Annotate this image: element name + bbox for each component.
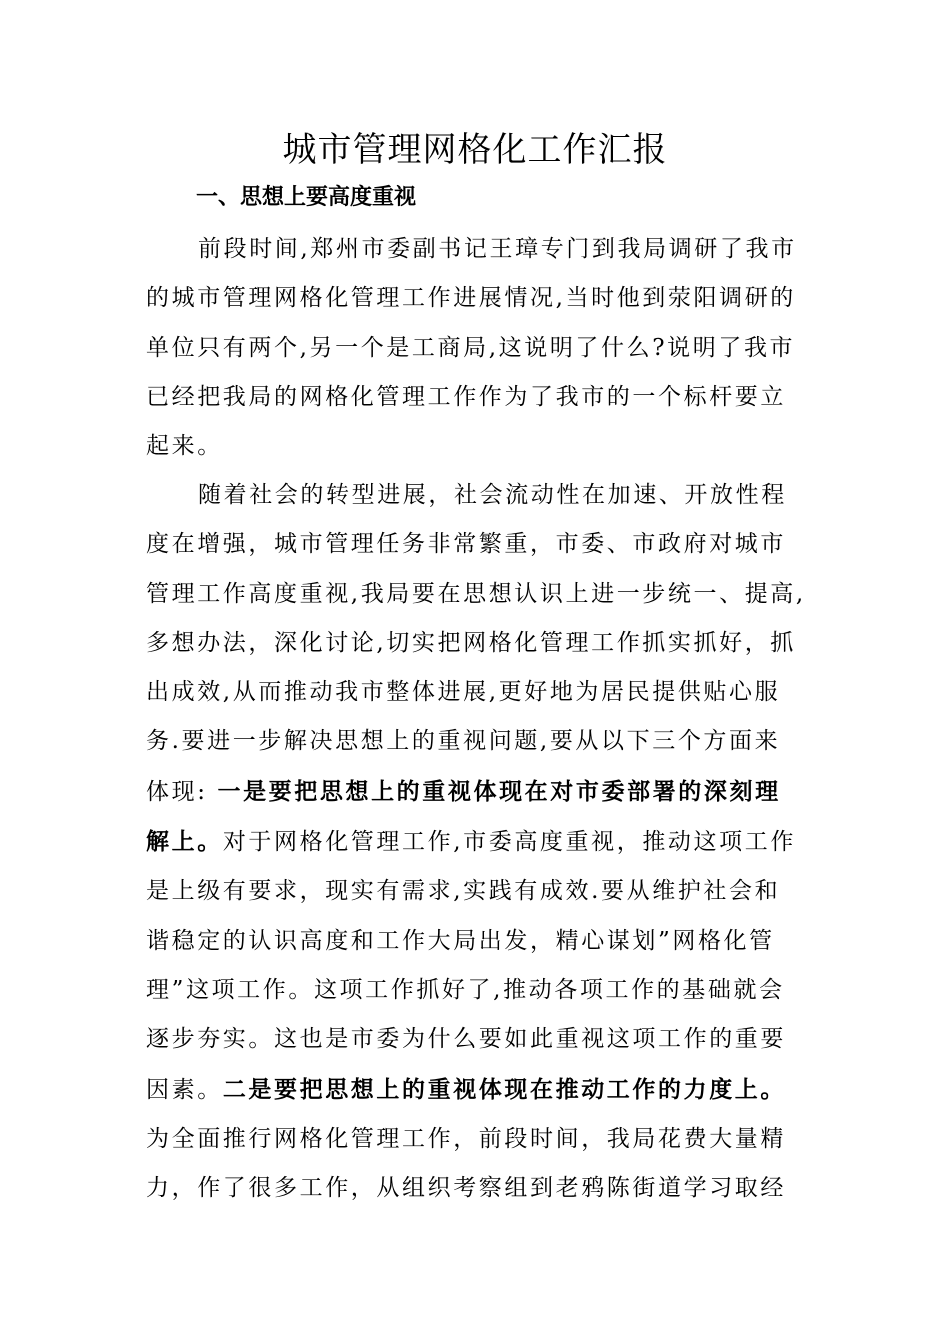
paragraph-1-line: 起来。 [146,433,223,460]
paragraph-2-line: 是上级有要求，现实有需求,实践有成效.要从维护社会和 [146,878,781,905]
paragraph-1-line: 的城市管理网格化管理工作进展情况,当时他到荥阳调研的 [146,285,796,312]
document-title: 城市管理网格化工作汇报 [282,130,668,170]
paragraph-2-line: 管理工作高度重视,我局要在思想认识上进一步统一、提高, [146,580,806,607]
emphasis-point-one-end: 解上。 [146,828,223,856]
paragraph-2-line [146,1065,811,1115]
paragraph-2-line: 度在增强，城市管理任务非常繁重，市委、市政府对城市 [146,531,786,558]
paragraph-2-line: 逐步夯实。这也是市委为什么要如此重视这项工作的重要 [146,1026,786,1053]
section-heading: 一、思想上要高度重视 [196,185,417,210]
plain-text: 对于网格化管理工作,市委高度重视，推动这项工作 [222,829,796,856]
paragraph-2-line: 理”这项工作。这项工作抓好了,推动各项工作的基础就会 [146,976,785,1003]
emphasis-point-two: 二是要把思想上的重视体现在推动工作的力度上。 [222,1075,787,1103]
paragraph-2-line: 多想办法，深化讨论,切实把网格化管理工作抓实抓好，抓 [146,629,796,656]
plain-text: 体现: [146,778,218,805]
paragraph-2-line [146,817,811,867]
paragraph-1-line: 已经把我局的网格化管理工作作为了我市的一个标杆要立 [146,383,786,410]
paragraph-2-line [146,767,811,817]
paragraph-2-line: 务.要进一步解决思想上的重视问题,要从以下三个方面来 [146,728,781,755]
paragraph-2-line: 出成效,从而推动我市整体进展,更好地为居民提供贴心服 [146,679,781,706]
paragraph-2-line: 为全面推行网格化管理工作，前段时间，我局花费大量精 [146,1125,786,1152]
paragraph-2 [146,471,811,1213]
paragraph-2-line: 力，作了很多工作，从组织考察组到老鸦陈街道学习取经 [146,1175,786,1202]
paragraph-1-line: 单位只有两个,另一个是工商局,这说明了什么?说明了我市 [146,334,796,361]
paragraph-2-line: 谐稳定的认识高度和工作大局出发，精心谋划”网格化管 [146,927,775,954]
plain-text: 因素。 [146,1076,223,1103]
paragraph-1-line: 前段时间,郑州市委副书记王璋专门到我局调研了我市 [198,236,797,262]
paragraph-1 [146,225,811,471]
emphasis-point-one: 一是要把思想上的重视体现在对市委部署的深刻理 [217,777,781,805]
paragraph-2-line: 随着社会的转型进展，社会流动性在加速、开放性程 [198,482,787,508]
